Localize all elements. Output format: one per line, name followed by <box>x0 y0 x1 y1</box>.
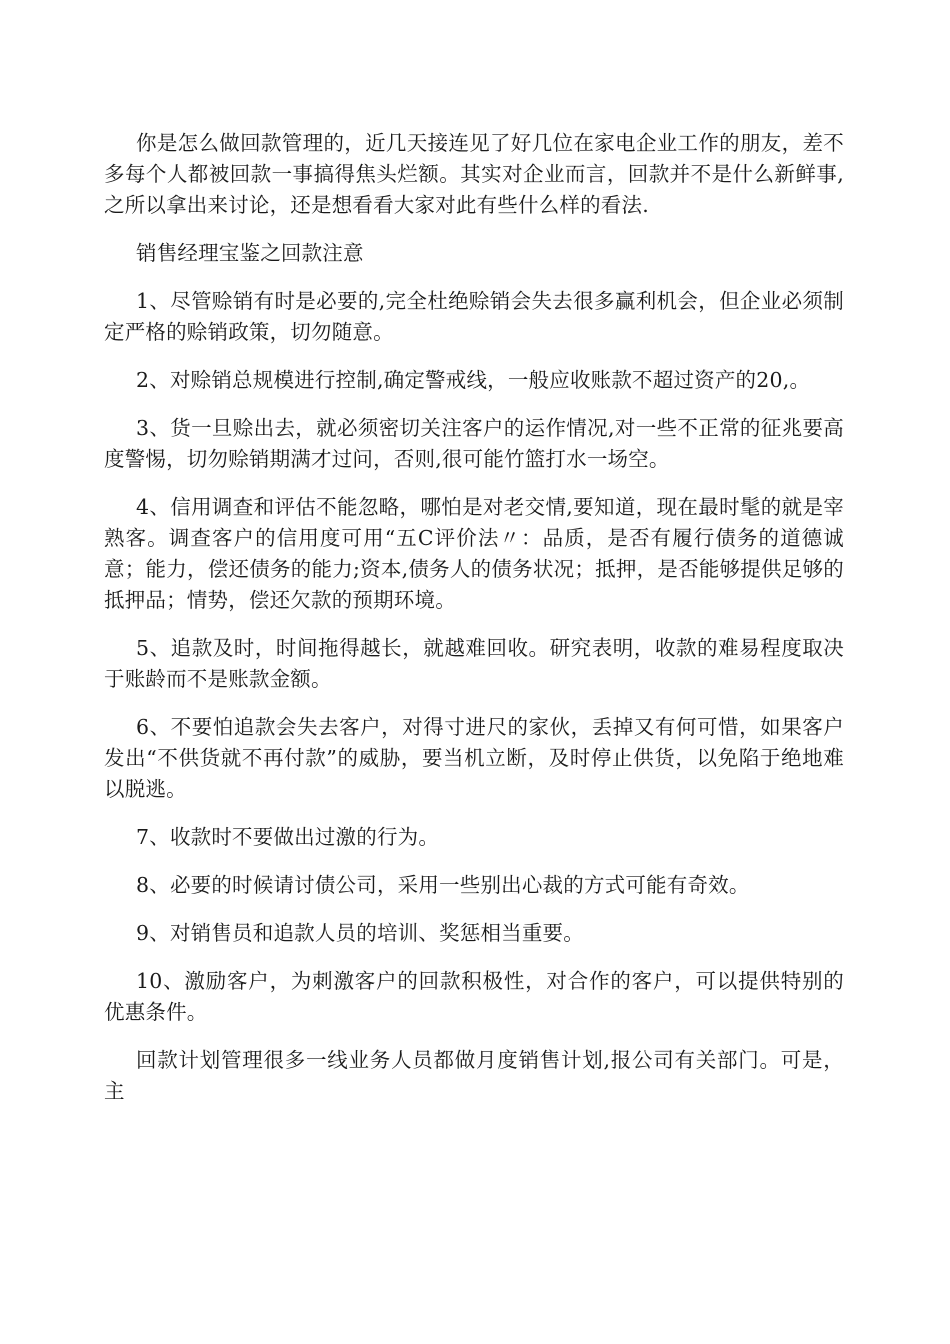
list-item: 8、必要的时候请讨债公司，采用一些别出心裁的方式可能有奇效。 <box>136 873 750 897</box>
list-item: 3、货一旦赊出去，就必须密切关注客户的运作情况,对一些不正常的征兆要高度警惕，切勿赊销期满才过问，否则,很可能竹篮打水一场空。 <box>104 416 844 471</box>
list-item: 9、对销售员和追款人员的培训、奖惩相当重要。 <box>136 921 584 945</box>
paragraph-closing: 回款计划管理很多一线业务人员都做月度销售计划,报公司有关部门。可是，主 <box>104 1048 844 1103</box>
section-heading: 销售经理宝鉴之回款注意 <box>136 241 364 265</box>
list-item: 5、追款及时，时间拖得越长，就越难回收。研究表明，收款的难易程度取决于账龄而不是账款金额。 <box>104 636 844 691</box>
list-item: 10、激励客户，为刺激客户的回款积极性，对合作的客户，可以提供特别的优惠条件。 <box>104 969 844 1024</box>
document-body <box>104 128 844 1124</box>
list-item: 6、不要怕追款会失去客户，对得寸进尺的家伙，丢掉又有何可惜，如果客户发出“不供货就不再付款”的威胁，要当机立断，及时停止供货，以免陷于绝地难以脱逃。 <box>104 715 844 801</box>
paragraph-intro: 你是怎么做回款管理的，近几天接连见了好几位在家电企业工作的朋友，差不多每个人都被回款一事搞得焦头烂额。其实对企业而言，回款并不是什么新鲜事,之所以拿出来讨论，还是想看看大家对此有些什么样的看法. <box>104 131 844 217</box>
list-item: 7、收款时不要做出过激的行为。 <box>136 825 440 849</box>
list-item: 4、信用调查和评估不能忽略，哪怕是对老交情,要知道，现在最时髦的就是宰熟客。调查客户的信用度可用“五C评价法〃：品质，是否有履行债务的道德诚意；能力，偿还债务的能力;资本,债务人的债务状况；抵押，是否能够提供足够的抵押品；情势，偿还欠款的预期环境。 <box>104 495 844 612</box>
list-item: 1、尽管赊销有时是必要的,完全杜绝赊销会失去很多赢利机会，但企业必须制定严格的赊销政策，切勿随意。 <box>104 289 844 344</box>
list-item: 2、对赊销总规模进行控制,确定警戒线，一般应收账款不超过资产的20,。 <box>136 368 811 392</box>
